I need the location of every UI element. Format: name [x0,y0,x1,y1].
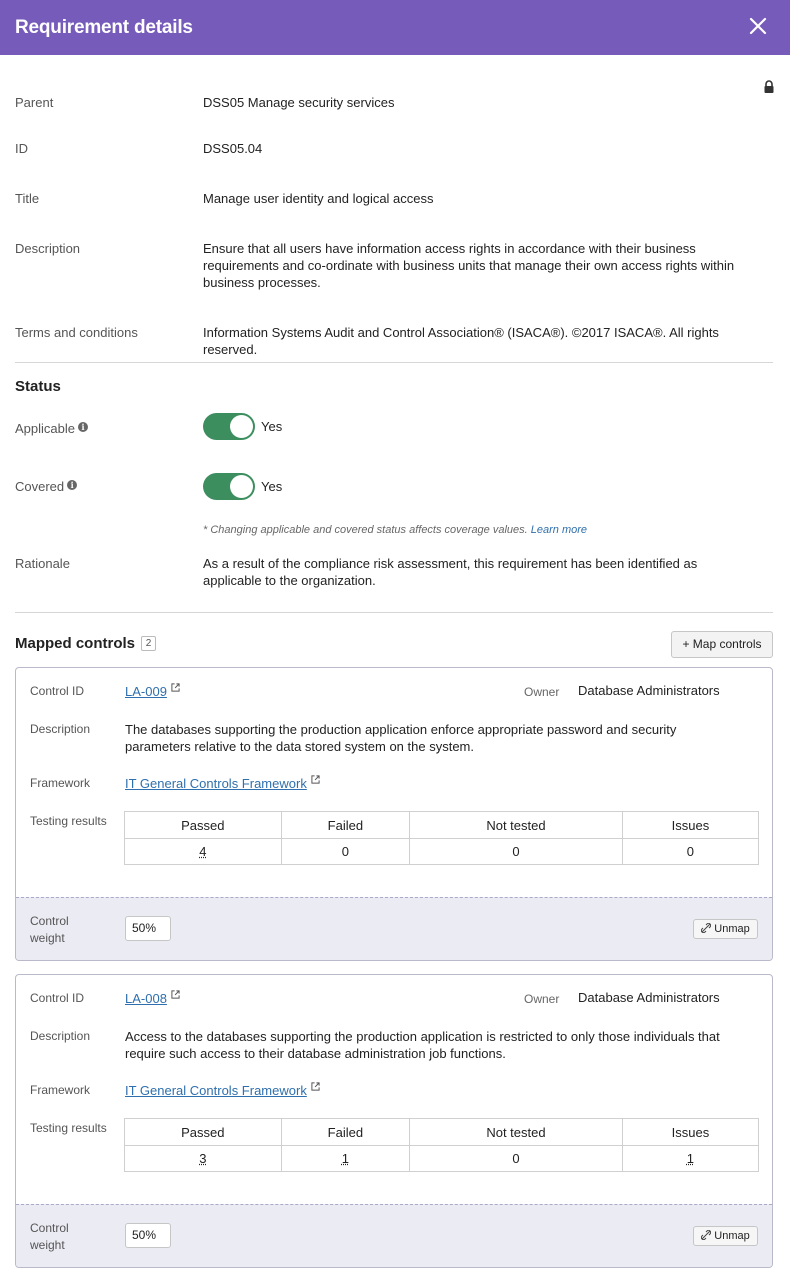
covered-toggle[interactable] [203,473,255,500]
unlink-icon [701,923,711,933]
map-controls-button[interactable]: + Map controls [671,631,773,658]
terms-value: Information Systems Audit and Control Association® (ISACA®). ©2017 ISACA®. All rights reserved. [203,325,719,357]
passed-header: Passed [125,1119,282,1146]
close-button[interactable] [746,14,770,38]
control-id-value [125,990,180,1007]
divider [15,612,773,613]
info-icon[interactable]: i [78,422,88,432]
terms-label: Terms and conditions [15,325,138,340]
owner-label: Owner [524,685,560,699]
external-link-icon [171,683,180,692]
panel-header [0,0,790,55]
issues-header: Issues [622,812,758,839]
issues-cell [622,1146,758,1172]
external-link-icon [311,775,320,784]
control-weight-label: Control weight [30,914,69,945]
failed-cell [281,1146,410,1172]
coverage-note-text: * Changing applicable and covered status affects coverage values. [203,524,528,536]
id-label: ID [15,141,28,156]
control-weight-label: Control weight [30,1221,69,1252]
passed-header: Passed [125,812,282,839]
control-description: Access to the databases supporting the production application is restricted to only those individuals that require such access to their database administration job functions. [125,1029,720,1061]
toggle-knob [230,415,253,438]
card-footer [16,897,772,960]
lock-icon [763,80,775,94]
applicable-value: Yes [261,419,283,434]
unmap-label: Unmap [714,1230,750,1242]
covered-label [15,479,77,494]
table-row [125,1146,759,1172]
passed-count[interactable]: 4 [199,844,207,859]
covered-value: Yes [261,479,283,494]
table-header-row [125,812,759,839]
framework-label: Framework [30,776,91,790]
status-heading: Status [15,378,61,395]
owner-value: Database Administrators [578,683,720,698]
parent-value: DSS05 Manage security services [203,95,395,110]
control-card [15,974,773,1268]
external-link-icon [171,990,180,999]
passed-count[interactable]: 3 [199,1151,207,1166]
table-row [125,839,759,865]
failed-count: 0 [281,839,410,865]
coverage-note [203,524,587,536]
not-tested-count: 0 [410,839,623,865]
mapped-controls-heading [15,635,156,652]
covered-label-text: Covered [15,479,65,494]
mapped-controls-title: Mapped controls [15,635,136,652]
applicable-label-text: Applicable [15,421,75,436]
unmap-label: Unmap [714,923,750,935]
unmap-button[interactable] [693,919,758,939]
description-label: Description [30,722,91,736]
applicable-toggle[interactable] [203,413,255,440]
control-id-label: Control ID [30,684,85,698]
card-footer [16,1204,772,1267]
control-id-label: Control ID [30,991,85,1005]
owner-label: Owner [524,992,560,1006]
unmap-button[interactable] [693,1226,758,1246]
divider [15,362,773,363]
failed-header: Failed [281,812,410,839]
framework-value [125,1082,320,1099]
control-description: The databases supporting the production application enforce appropriate password and security parameters relative to the data stored system on the system. [125,722,677,754]
framework-value [125,775,320,792]
count-badge: 2 [141,636,156,651]
control-weight-input[interactable]: 50% [125,916,171,941]
title-value: Manage user identity and logical access [203,191,434,206]
description-value: Ensure that all users have information access rights in accordance with their business requirements and co-ordinate with business units that manage their own access rights within business processes. [203,241,735,290]
owner-value: Database Administrators [578,990,720,1005]
toggle-knob [230,475,253,498]
not-tested-count: 0 [410,1146,623,1172]
testing-results-table [124,811,759,865]
id-value: DSS05.04 [203,141,263,156]
applicable-label [15,421,88,436]
control-weight-input[interactable]: 50% [125,1223,171,1248]
framework-label: Framework [30,1083,91,1097]
info-icon[interactable]: i [67,480,77,490]
title-label: Title [15,191,40,206]
parent-label: Parent [15,95,54,110]
framework-link[interactable]: IT General Controls Framework [125,776,307,791]
external-link-icon [311,1082,320,1091]
issues-header: Issues [622,1119,758,1146]
issues-count: 0 [622,839,758,865]
rationale-label: Rationale [15,556,70,571]
issues-count[interactable]: 1 [686,1151,695,1166]
framework-link[interactable]: IT General Controls Framework [125,1083,307,1098]
testing-results-label: Testing results [30,1121,107,1135]
panel-title: Requirement details [15,17,193,38]
unlink-icon [701,1230,711,1240]
passed-cell [125,1146,282,1172]
rationale-value: As a result of the compliance risk assessment, this requirement has been identified as applicable to the organization. [203,556,698,588]
not-tested-header: Not tested [410,1119,623,1146]
control-card [15,667,773,961]
not-tested-header: Not tested [410,812,623,839]
failed-count[interactable]: 1 [341,1151,349,1166]
table-header-row [125,1119,759,1146]
testing-results-label: Testing results [30,814,107,828]
learn-more-link[interactable]: Learn more [530,524,588,536]
passed-cell [125,839,282,865]
control-id-link[interactable]: LA-009 [125,684,167,699]
close-icon [746,14,770,38]
control-id-link[interactable]: LA-008 [125,991,167,1006]
control-id-value [125,683,180,700]
testing-results-table [124,1118,759,1172]
description-label: Description [30,1029,91,1043]
description-label: Description [15,241,81,256]
failed-header: Failed [281,1119,410,1146]
